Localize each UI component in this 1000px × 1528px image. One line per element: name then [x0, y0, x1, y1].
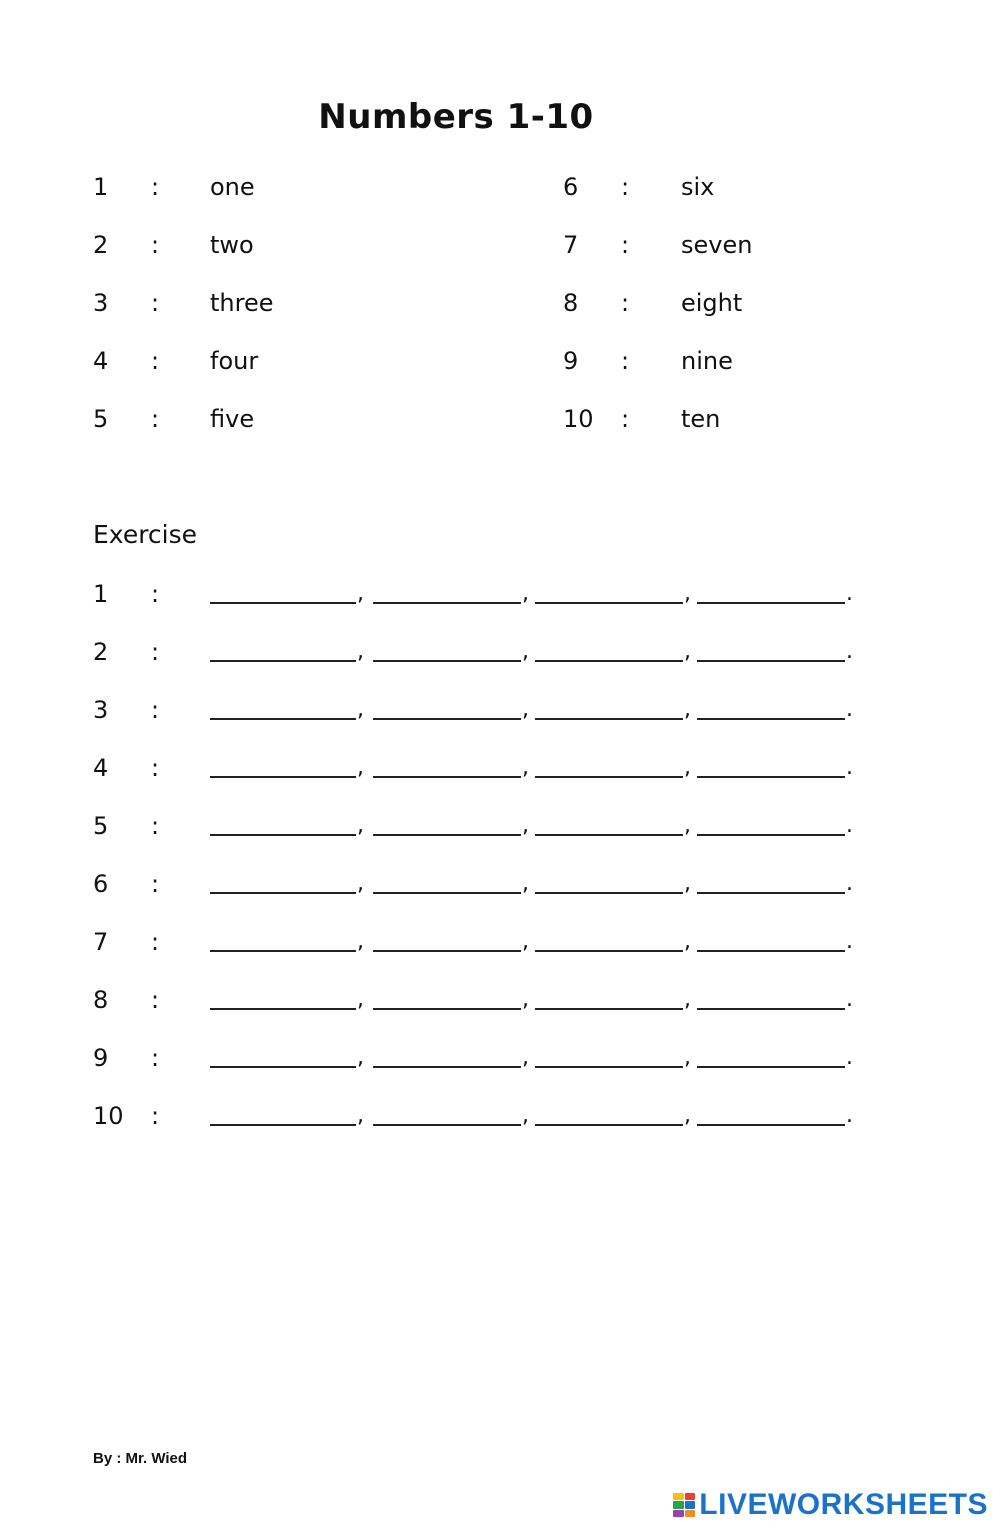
separator-colon: :	[151, 231, 160, 259]
separator-colon: :	[151, 638, 160, 666]
logo-tile	[685, 1510, 696, 1517]
number-word: six	[681, 173, 715, 201]
answer-blank[interactable]	[373, 602, 521, 604]
number-word: two	[210, 231, 254, 259]
answer-blank[interactable]	[373, 1066, 521, 1068]
separator-colon: :	[151, 812, 160, 840]
period: .	[846, 871, 853, 896]
comma: ,	[522, 581, 529, 606]
comma: ,	[684, 1045, 691, 1070]
period: .	[846, 987, 853, 1012]
number-digit: 4	[93, 347, 109, 375]
comma: ,	[357, 1103, 364, 1128]
logo-tile	[685, 1501, 696, 1508]
comma: ,	[522, 929, 529, 954]
answer-blank[interactable]	[373, 834, 521, 836]
comma: ,	[357, 581, 364, 606]
answer-blank[interactable]	[697, 718, 845, 720]
page-title: Numbers 1-10	[318, 97, 594, 137]
exercise-number: 2	[93, 638, 109, 666]
separator-colon: :	[621, 173, 630, 201]
comma: ,	[684, 929, 691, 954]
brand-name: LIVEWORKSHEETS	[699, 1488, 988, 1521]
comma: ,	[357, 1045, 364, 1070]
exercise-number: 7	[93, 928, 109, 956]
period: .	[846, 697, 853, 722]
comma: ,	[357, 987, 364, 1012]
answer-blank[interactable]	[535, 1124, 683, 1126]
answer-blank[interactable]	[373, 776, 521, 778]
separator-colon: :	[621, 405, 630, 433]
answer-blank[interactable]	[373, 1008, 521, 1010]
answer-blank[interactable]	[210, 834, 356, 836]
number-digit: 10	[563, 405, 594, 433]
answer-blank[interactable]	[697, 834, 845, 836]
answer-blank[interactable]	[535, 660, 683, 662]
comma: ,	[522, 871, 529, 896]
answer-blank[interactable]	[373, 718, 521, 720]
comma: ,	[522, 639, 529, 664]
separator-colon: :	[151, 1044, 160, 1072]
number-digit: 3	[93, 289, 109, 317]
answer-blank[interactable]	[535, 1008, 683, 1010]
separator-colon: :	[151, 754, 160, 782]
exercise-heading: Exercise	[93, 520, 198, 549]
comma: ,	[684, 755, 691, 780]
comma: ,	[684, 697, 691, 722]
answer-blank[interactable]	[210, 602, 356, 604]
comma: ,	[357, 871, 364, 896]
answer-blank[interactable]	[697, 950, 845, 952]
answer-blank[interactable]	[210, 1008, 356, 1010]
period: .	[846, 1103, 853, 1128]
comma: ,	[357, 755, 364, 780]
number-digit: 7	[563, 231, 579, 259]
answer-blank[interactable]	[373, 892, 521, 894]
logo-tile	[673, 1493, 684, 1500]
exercise-number: 8	[93, 986, 109, 1014]
comma: ,	[522, 1103, 529, 1128]
number-digit: 1	[93, 173, 109, 201]
separator-colon: :	[151, 696, 160, 724]
answer-blank[interactable]	[535, 718, 683, 720]
answer-blank[interactable]	[697, 1124, 845, 1126]
exercise-number: 9	[93, 1044, 109, 1072]
answer-blank[interactable]	[535, 1066, 683, 1068]
period: .	[846, 639, 853, 664]
period: .	[846, 755, 853, 780]
answer-blank[interactable]	[373, 1124, 521, 1126]
exercise-number: 10	[93, 1102, 124, 1130]
comma: ,	[522, 1045, 529, 1070]
answer-blank[interactable]	[535, 950, 683, 952]
number-word: three	[210, 289, 274, 317]
liveworksheets-logo-icon	[673, 1493, 695, 1517]
answer-blank[interactable]	[210, 1066, 356, 1068]
answer-blank[interactable]	[535, 602, 683, 604]
period: .	[846, 581, 853, 606]
comma: ,	[357, 697, 364, 722]
answer-blank[interactable]	[210, 950, 356, 952]
answer-blank[interactable]	[210, 660, 356, 662]
number-word: four	[210, 347, 259, 375]
answer-blank[interactable]	[210, 776, 356, 778]
answer-blank[interactable]	[697, 892, 845, 894]
answer-blank[interactable]	[697, 1066, 845, 1068]
answer-blank[interactable]	[535, 892, 683, 894]
answer-blank[interactable]	[535, 834, 683, 836]
exercise-number: 4	[93, 754, 109, 782]
logo-tile	[673, 1510, 684, 1517]
exercise-number: 6	[93, 870, 109, 898]
answer-blank[interactable]	[373, 660, 521, 662]
answer-blank[interactable]	[210, 1124, 356, 1126]
answer-blank[interactable]	[697, 1008, 845, 1010]
number-digit: 2	[93, 231, 109, 259]
comma: ,	[357, 639, 364, 664]
number-digit: 5	[93, 405, 109, 433]
answer-blank[interactable]	[373, 950, 521, 952]
exercise-number: 5	[93, 812, 109, 840]
liveworksheets-brand[interactable]	[673, 1488, 988, 1522]
exercise-number: 3	[93, 696, 109, 724]
comma: ,	[684, 1103, 691, 1128]
number-digit: 6	[563, 173, 579, 201]
separator-colon: :	[151, 928, 160, 956]
author-credit: By : Mr. Wied	[93, 1450, 188, 1467]
separator-colon: :	[151, 870, 160, 898]
separator-colon: :	[151, 1102, 160, 1130]
number-word: five	[210, 405, 255, 433]
number-word: one	[210, 173, 255, 201]
comma: ,	[684, 813, 691, 838]
number-word: ten	[681, 405, 721, 433]
separator-colon: :	[151, 347, 160, 375]
comma: ,	[522, 755, 529, 780]
separator-colon: :	[151, 986, 160, 1014]
comma: ,	[684, 987, 691, 1012]
comma: ,	[684, 639, 691, 664]
answer-blank[interactable]	[535, 776, 683, 778]
comma: ,	[357, 813, 364, 838]
logo-tile	[685, 1493, 696, 1500]
answer-blank[interactable]	[210, 718, 356, 720]
comma: ,	[522, 987, 529, 1012]
separator-colon: :	[151, 580, 160, 608]
answer-blank[interactable]	[697, 660, 845, 662]
period: .	[846, 813, 853, 838]
period: .	[846, 1045, 853, 1070]
number-word: nine	[681, 347, 733, 375]
answer-blank[interactable]	[697, 602, 845, 604]
comma: ,	[522, 813, 529, 838]
number-digit: 9	[563, 347, 579, 375]
comma: ,	[357, 929, 364, 954]
answer-blank[interactable]	[210, 892, 356, 894]
separator-colon: :	[151, 289, 160, 317]
exercise-number: 1	[93, 580, 109, 608]
answer-blank[interactable]	[697, 776, 845, 778]
separator-colon: :	[151, 405, 160, 433]
period: .	[846, 929, 853, 954]
comma: ,	[684, 871, 691, 896]
separator-colon: :	[621, 231, 630, 259]
separator-colon: :	[621, 289, 630, 317]
number-digit: 8	[563, 289, 579, 317]
comma: ,	[684, 581, 691, 606]
number-word: eight	[681, 289, 743, 317]
number-word: seven	[681, 231, 753, 259]
comma: ,	[522, 697, 529, 722]
separator-colon: :	[151, 173, 160, 201]
separator-colon: :	[621, 347, 630, 375]
logo-tile	[673, 1501, 684, 1508]
